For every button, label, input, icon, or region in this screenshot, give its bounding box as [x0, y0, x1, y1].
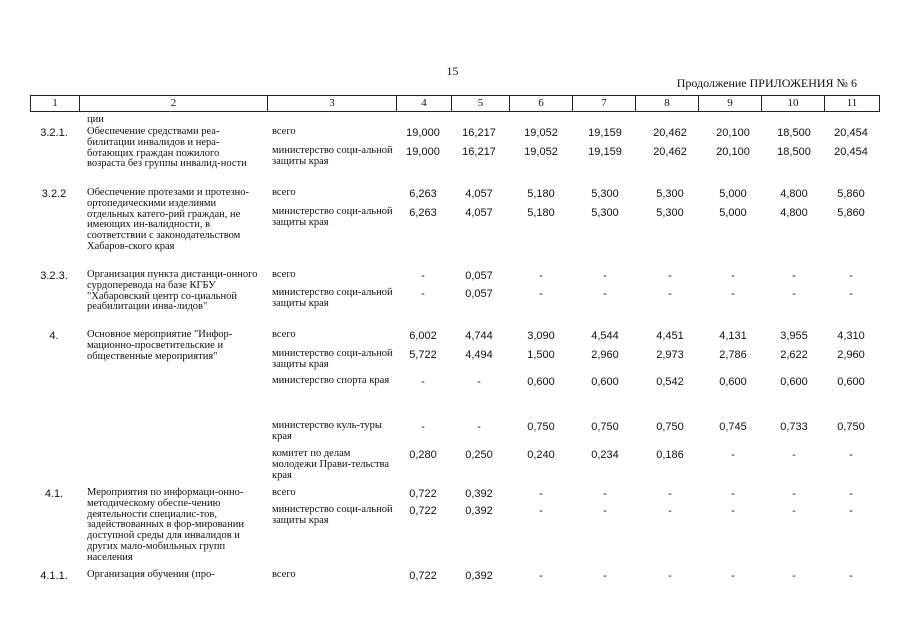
- row-title: Организация пункта дистанци-онного сурдоперевода на базе КГБУ "Хабаровский центр со-циальной реабилитации инва-лидов": [87, 269, 258, 313]
- table-cell-value: 20,462: [653, 146, 687, 158]
- table-cell-value: -: [603, 288, 607, 300]
- table-cell-value: 19,052: [524, 146, 558, 158]
- table-cell-value: 4,744: [465, 330, 493, 342]
- table-cell-value: 0,240: [527, 449, 555, 461]
- column-header: 5: [451, 96, 509, 111]
- table-cell-value: 0,600: [780, 376, 808, 388]
- table-cell-value: -: [539, 288, 543, 300]
- page-number: 15: [446, 64, 459, 78]
- table-cell-value: 5,860: [837, 207, 865, 219]
- table-cell-value: -: [668, 488, 672, 500]
- row-source-label: министерство соци-альной защиты края: [272, 145, 393, 167]
- table-cell-value: 20,100: [716, 127, 750, 139]
- table-cell-value: 16,217: [462, 146, 496, 158]
- table-cell-value: -: [668, 288, 672, 300]
- continued-text-fragment: ции: [87, 114, 104, 125]
- table-cell-value: 0,392: [465, 570, 493, 582]
- table-cell-value: 5,300: [656, 188, 684, 200]
- row-code: 3.2.3.: [40, 270, 68, 282]
- table-cell-value: 0,057: [465, 270, 493, 282]
- row-code: 4.1.1.: [40, 570, 68, 582]
- table-cell-value: 20,462: [653, 127, 687, 139]
- row-source-label: министерство спорта края: [272, 375, 390, 386]
- table-cell-value: -: [731, 449, 735, 461]
- table-cell-value: -: [849, 570, 853, 582]
- table-cell-value: 19,159: [588, 146, 622, 158]
- table-cell-value: -: [668, 270, 672, 282]
- table-cell-value: 19,159: [588, 127, 622, 139]
- table-cell-value: 0,280: [409, 449, 437, 461]
- table-cell-value: -: [539, 505, 543, 517]
- table-cell-value: 16,217: [462, 127, 496, 139]
- table-cell-value: -: [603, 570, 607, 582]
- table-cell-value: -: [792, 488, 796, 500]
- row-source-label: министерство соци-альной защиты края: [272, 287, 393, 309]
- column-header: 8: [635, 96, 698, 111]
- row-source-label: министерство куль-туры края: [272, 420, 382, 442]
- table-cell-value: 6,263: [409, 188, 437, 200]
- table-cell-value: -: [477, 421, 481, 433]
- table-cell-value: 19,000: [406, 127, 440, 139]
- row-source-label: министерство соци-альной защиты края: [272, 206, 393, 228]
- table-cell-value: 0,250: [465, 449, 493, 461]
- table-cell-value: -: [603, 505, 607, 517]
- table-cell-value: 0,600: [719, 376, 747, 388]
- column-header: 7: [572, 96, 635, 111]
- table-cell-value: 20,454: [834, 146, 868, 158]
- row-source-label: всего: [272, 329, 296, 340]
- column-header: 11: [824, 96, 879, 111]
- table-cell-value: -: [539, 270, 543, 282]
- table-cell-value: 4,800: [780, 207, 808, 219]
- table-cell-value: -: [849, 488, 853, 500]
- table-cell-value: -: [849, 505, 853, 517]
- row-source-label: всего: [272, 126, 296, 137]
- row-source-label: комитет по делам молодежи Прави-тельства края: [272, 448, 390, 481]
- table-cell-value: -: [421, 288, 425, 300]
- table-cell-value: 5,000: [719, 188, 747, 200]
- table-cell-value: 4,310: [837, 330, 865, 342]
- table-cell-value: 4,451: [656, 330, 684, 342]
- row-title: Организация обучения (про-: [87, 569, 215, 580]
- table-cell-value: 4,494: [465, 349, 493, 361]
- column-header: 6: [509, 96, 572, 111]
- table-cell-value: 0,600: [837, 376, 865, 388]
- table-cell-value: 0,542: [656, 376, 684, 388]
- table-cell-value: 0,733: [780, 421, 808, 433]
- table-cell-value: 0,234: [591, 449, 619, 461]
- row-code: 4.: [49, 330, 59, 342]
- table-cell-value: -: [539, 570, 543, 582]
- table-cell-value: 5,180: [527, 188, 555, 200]
- table-cell-value: 20,100: [716, 146, 750, 158]
- table-cell-value: 0,750: [591, 421, 619, 433]
- table-cell-value: 0,057: [465, 288, 493, 300]
- table-cell-value: -: [792, 570, 796, 582]
- table-cell-value: 2,786: [719, 349, 747, 361]
- table-cell-value: 19,000: [406, 146, 440, 158]
- row-code: 4.1.: [44, 488, 64, 500]
- table-cell-value: -: [603, 270, 607, 282]
- table-cell-value: -: [792, 505, 796, 517]
- table-cell-value: 0,722: [409, 570, 437, 582]
- table-cell-value: 0,745: [719, 421, 747, 433]
- table-cell-value: 5,000: [719, 207, 747, 219]
- table-cell-value: 0,722: [409, 488, 437, 500]
- table-cell-value: -: [668, 570, 672, 582]
- table-cell-value: 6,263: [409, 207, 437, 219]
- table-cell-value: -: [421, 421, 425, 433]
- table-cell-value: -: [731, 270, 735, 282]
- table-cell-value: -: [668, 505, 672, 517]
- table-cell-value: -: [792, 449, 796, 461]
- table-cell-value: 5,300: [656, 207, 684, 219]
- table-cell-value: 0,722: [409, 505, 437, 517]
- table-cell-value: -: [731, 288, 735, 300]
- table-cell-value: 19,052: [524, 127, 558, 139]
- row-source-label: министерство соци-альной защиты края: [272, 348, 393, 370]
- row-title: Основное мероприятие "Инфор-мационно-просветительские и общественные мероприятия": [87, 329, 233, 362]
- table-cell-value: -: [792, 288, 796, 300]
- row-code: 3.2.1.: [40, 127, 68, 139]
- row-title: Обеспечение средствами реа-билитации инвалидов и нера-ботающих граждан пожилого возраста без группы инвалид-ности: [87, 126, 247, 170]
- table-cell-value: 0,186: [656, 449, 684, 461]
- table-cell-value: 4,131: [719, 330, 747, 342]
- column-header: 2: [79, 96, 267, 111]
- row-source-label: всего: [272, 187, 296, 198]
- table-cell-value: 5,300: [591, 207, 619, 219]
- table-cell-value: -: [849, 270, 853, 282]
- column-header: 10: [761, 96, 824, 111]
- table-cell-value: -: [792, 270, 796, 282]
- column-header: 1: [52, 97, 58, 109]
- table-cell-value: -: [539, 488, 543, 500]
- table-cell-value: -: [849, 449, 853, 461]
- table-cell-value: 0,392: [465, 505, 493, 517]
- table-cell-value: -: [731, 505, 735, 517]
- table-cell-value: 5,300: [591, 188, 619, 200]
- continuation-caption: Продолжение ПРИЛОЖЕНИЯ № 6: [676, 76, 857, 90]
- table-cell-value: 1,500: [527, 349, 555, 361]
- table-cell-value: -: [731, 570, 735, 582]
- column-header: 3: [267, 96, 396, 111]
- table-cell-value: 4,057: [465, 207, 493, 219]
- table-header-row: [30, 95, 880, 112]
- table-cell-value: 0,600: [591, 376, 619, 388]
- row-title: Обеспечение протезами и протезно-ортопедическими изделиями отдельных катего-рий граждан, не имеющих ин-валидности, в соответствии с законодательством Хабаров-ского края: [87, 187, 250, 252]
- table-cell-value: 4,057: [465, 188, 493, 200]
- table-cell-value: 0,600: [527, 376, 555, 388]
- row-source-label: всего: [272, 569, 296, 580]
- table-cell-value: 5,722: [409, 349, 437, 361]
- table-cell-value: 3,090: [527, 330, 555, 342]
- table-cell-value: 6,002: [409, 330, 437, 342]
- table-cell-value: 5,180: [527, 207, 555, 219]
- table-cell-value: 0,750: [656, 421, 684, 433]
- table-cell-value: 4,800: [780, 188, 808, 200]
- table-cell-value: 0,750: [527, 421, 555, 433]
- column-header: 9: [698, 96, 761, 111]
- table-cell-value: -: [849, 288, 853, 300]
- table-cell-value: -: [421, 270, 425, 282]
- table-cell-value: 4,544: [591, 330, 619, 342]
- table-cell-value: 2,960: [837, 349, 865, 361]
- table-cell-value: 2,622: [780, 349, 808, 361]
- row-source-label: министерство соци-альной защиты края: [272, 504, 393, 526]
- table-cell-value: -: [731, 488, 735, 500]
- table-cell-value: 3,955: [780, 330, 808, 342]
- table-cell-value: -: [603, 488, 607, 500]
- table-cell-value: 2,973: [656, 349, 684, 361]
- table-cell-value: 0,750: [837, 421, 865, 433]
- table-cell-value: 2,960: [591, 349, 619, 361]
- row-title: Мероприятия по информаци-онно-методическому обеспе-чению деятельности специалис-тов, задействованных в фор-мировании доступной среды для инвалидов и других мало-мобильных групп населения: [87, 487, 244, 563]
- table-cell-value: 0,392: [465, 488, 493, 500]
- table-cell-value: -: [421, 376, 425, 388]
- table-cell-value: -: [477, 376, 481, 388]
- row-code: 3.2.2: [41, 188, 67, 200]
- row-source-label: всего: [272, 487, 296, 498]
- row-source-label: всего: [272, 269, 296, 280]
- column-header: 4: [396, 96, 451, 111]
- table-cell-value: 18,500: [777, 127, 811, 139]
- table-cell-value: 5,860: [837, 188, 865, 200]
- table-cell-value: 18,500: [777, 146, 811, 158]
- table-cell-value: 20,454: [834, 127, 868, 139]
